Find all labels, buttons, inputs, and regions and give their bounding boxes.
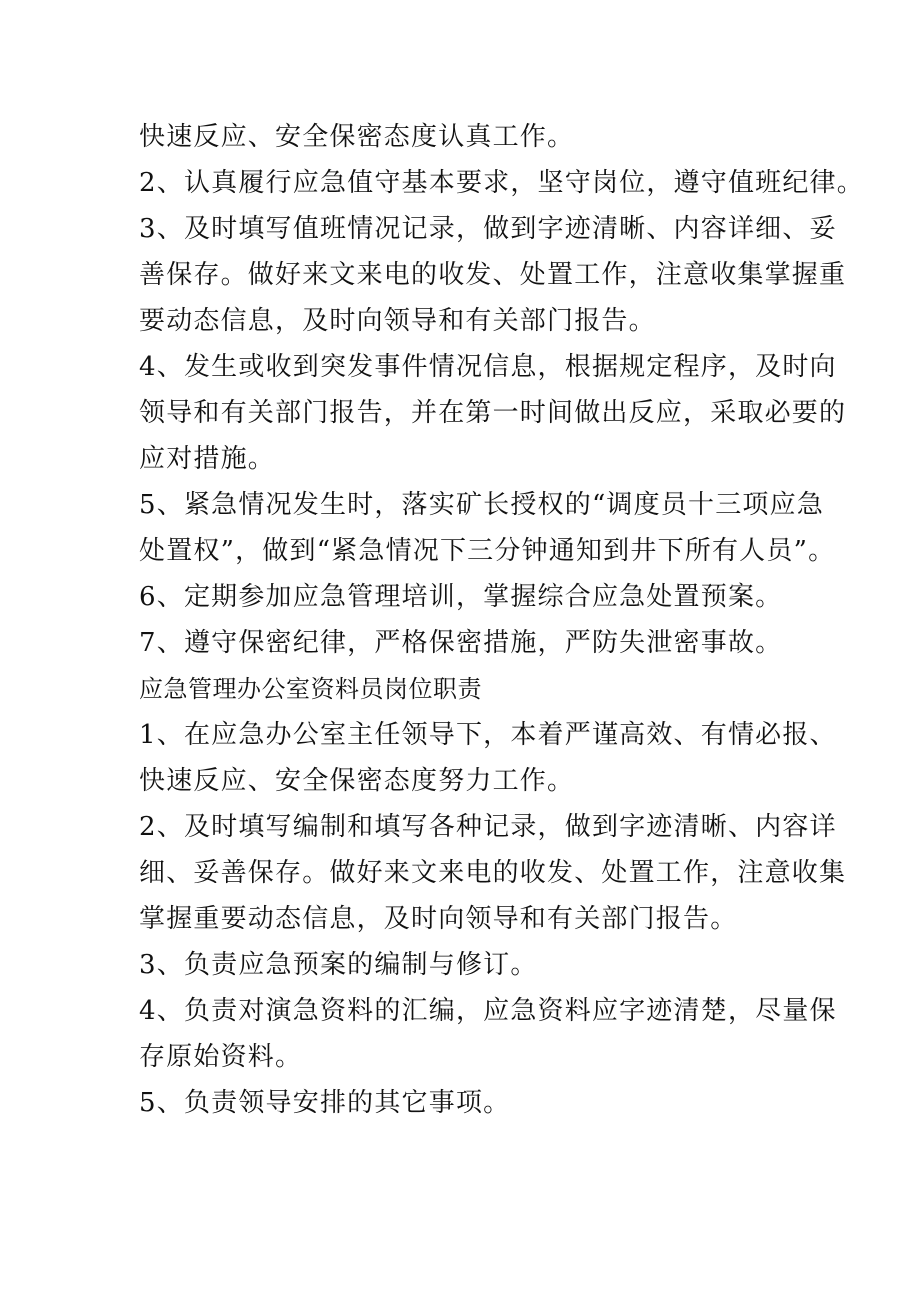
text-line: 领导和有关部门报告，并在第一时间做出反应，采取必要的 xyxy=(139,398,847,428)
text-line: 4、负责对演急资料的汇编，应急资料应字迹清楚，尽量保 xyxy=(139,996,837,1026)
text-line: 细、妥善保存。做好来文来电的收发、处置工作，注意收集 xyxy=(139,858,847,888)
text-line: 要动态信息，及时向领导和有关部门报告。 xyxy=(139,306,656,336)
text-line: 存原始资料。 xyxy=(139,1042,303,1072)
text-line: 2、认真履行应急值守基本要求，坚守岗位，遵守值班纪律。 xyxy=(139,168,864,198)
text-line: 4、发生或收到突发事件情况信息，根据规定程序，及时向 xyxy=(139,352,837,382)
text-line: 2、及时填写编制和填写各种记录，做到字迹清晰、内容详 xyxy=(139,812,837,842)
section-heading: 应急管理办公室资料员岗位职责 xyxy=(139,675,482,703)
text-line: 快速反应、安全保密态度认真工作。 xyxy=(139,122,575,152)
text-line: 应对措施。 xyxy=(139,444,276,474)
document-body xyxy=(139,114,864,1126)
text-line: 6、定期参加应急管理培训，掌握综合应急处置预案。 xyxy=(139,582,783,612)
text-line: 3、及时填写值班情况记录，做到字迹清晰、内容详细、妥 xyxy=(139,214,837,244)
text-line: 处置权”，做到“紧急情况下三分钟通知到井下所有人员”。 xyxy=(139,536,836,566)
text-line: 5、紧急情况发生时，落实矿长授权的“调度员十三项应急 xyxy=(139,490,825,520)
text-line: 掌握重要动态信息，及时向领导和有关部门报告。 xyxy=(139,904,738,934)
text-line: 快速反应、安全保密态度努力工作。 xyxy=(139,766,575,796)
text-line: 5、负责领导安排的其它事项。 xyxy=(139,1088,511,1118)
text-line: 1、在应急办公室主任领导下，本着严谨高效、有情必报、 xyxy=(139,720,837,750)
text-line: 7、遵守保密纪律，严格保密措施，严防失泄密事故。 xyxy=(139,628,783,658)
text-line: 3、负责应急预案的编制与修订。 xyxy=(139,950,538,980)
text-line: 善保存。做好来文来电的收发、处置工作，注意收集掌握重 xyxy=(139,260,847,290)
